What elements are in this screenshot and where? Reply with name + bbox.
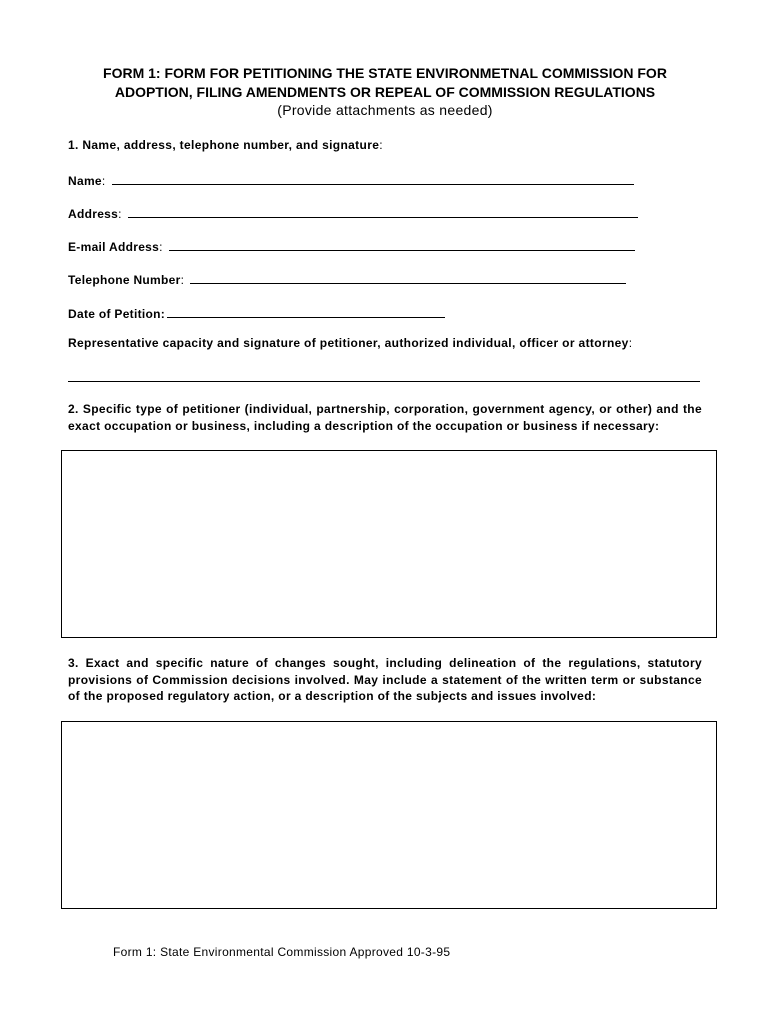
telephone-field: Telephone Number : <box>68 269 626 287</box>
name-input-line[interactable] <box>112 184 634 185</box>
address-field: Address : <box>68 203 638 221</box>
signature-input-line[interactable] <box>68 381 700 382</box>
email-label: E-mail Address <box>68 240 160 254</box>
form-title-line-2: ADOPTION, FILING AMENDMENTS OR REPEAL OF COMMISSION REGULATIONS <box>114 84 656 100</box>
section-3-answer-box[interactable] <box>61 721 717 909</box>
telephone-label: Telephone Number <box>68 273 181 287</box>
representative-label: Representative capacity and signature of petitioner, authorized individual, officer or attorney: <box>68 336 633 350</box>
date-of-petition-field <box>68 303 445 321</box>
name-field: Name : <box>68 170 634 188</box>
section-2-text: 2. Specific type of petitioner (individual, partnership, corporation, government agency, or other) and the exact occupation or business, including a description of the occupation or business if necessary: <box>68 402 702 433</box>
representative-label-text: Representative capacity and signature of petitioner, authorized individual, officer or attorney <box>68 336 629 350</box>
address-label: Address <box>68 207 119 221</box>
email-input-line[interactable] <box>169 250 635 251</box>
section-2-answer-box[interactable] <box>61 450 717 638</box>
form-subtitle: (Provide attachments as needed) <box>277 102 493 118</box>
form-footer: Form 1: State Environmental Commission Approved 10-3-95 <box>113 945 451 959</box>
name-label: Name <box>68 174 102 188</box>
section-1-heading-text: 1. Name, address, telephone number, and signature <box>68 138 380 152</box>
telephone-input-line[interactable] <box>190 283 626 284</box>
section-3-text: 3. Exact and specific nature of changes sought, including delineation of the regulations, statutory provisions of Commission decisions involved. May include a statement of the written term or substance of the proposed regulatory action, or a description of the subjects and issues involved: <box>68 656 702 703</box>
form-title-line-1: FORM 1: FORM FOR PETITIONING THE STATE ENVIRONMETNAL COMMISSION FOR <box>103 65 667 81</box>
date-of-petition-label: Date of Petition: <box>68 307 166 321</box>
date-of-petition-input-line[interactable] <box>167 317 445 318</box>
email-field: E-mail Address : <box>68 236 635 254</box>
section-1-heading: 1. Name, address, telephone number, and signature: <box>68 138 383 152</box>
address-input-line[interactable] <box>128 217 638 218</box>
